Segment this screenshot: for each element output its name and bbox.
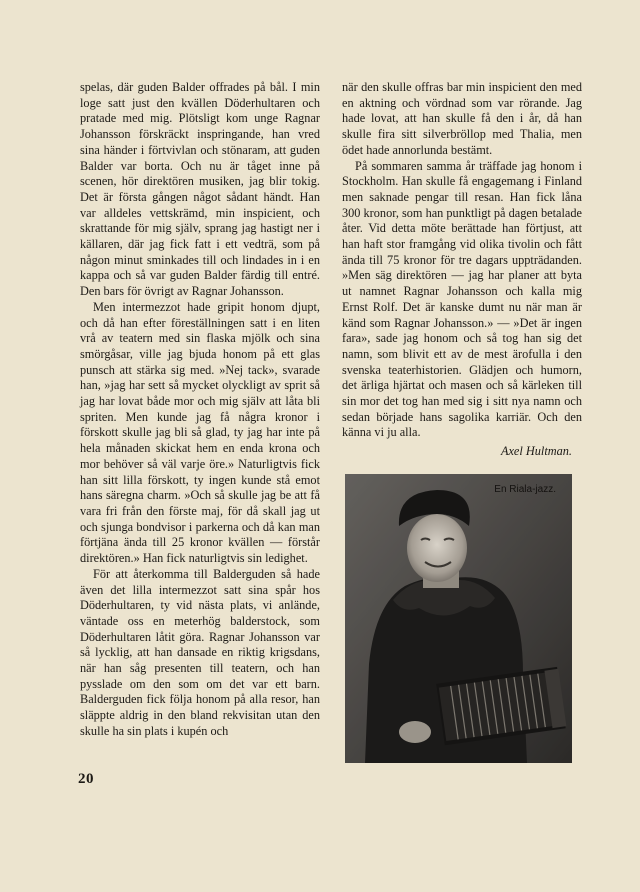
author-signature: Axel Hultman.: [500, 444, 572, 459]
paragraph: spelas, där guden Balder offrades på bål. I min loge satt just den kvällen Döderhultaren och pratade med mig. Plötsligt kom unge Ragnar Johansson förskräckt inspringande, han vred sina händer i förtvivlan och stönaram, att guden Balder var borta. Och nu är tåget inne på scenen, hör direktören musiken, jag blir tokig. Det är första gången något sådant händt. Han var alldeles vettskrämd, min inspicient, och skrattande för mig själv, sprang jag hastigt ner i källaren, där jag fick fatt i ett vedträ, som på någon minut sminkades till och lindades in i en kappa och så var guden Balder färdig till entré. Den bars för övrigt av Ragnar Johansson.: [80, 80, 320, 299]
paragraph: när den skulle offras bar min inspicient den med en aktning och vördnad som var rörande. Jag hade lovat, att han skulle få den i år, då han skulle fira sitt silverbröllop med Thalia, men ödet hade annorlunda bestämt.: [342, 80, 582, 157]
page-number: 20: [78, 771, 94, 787]
paragraph: På sommaren samma år träffade jag honom i Stockholm. Han skulle få engagemang i Finland men saknade pengar till resan. Han fick låna 300 kronor, som han punktligt på dagen betalade åter. Vid detta möte berättade han förtjust, att han haft stor framgång vid olika tivolin och fått ända till 75 kronor för tre dagars uppträdanden. »Men säg direktören — jag har planer att byta ut namnet Ragnar Johansson och kalla mig Ernst Rolf. Det är kanske dumt nu när man är känd som Ragnar Johansson.» — »Det är ingen fara», sade jag honom och så tog han sig det namn, som blivit ett av de mest ärofulla i den svenska teaterhistorien. Glädjen och humorn, det ärliga hjärtat och masen och så kärleken till sin mor det tog han med sig i sitt nya namn och sedan började hans sagolika karriär. Och den känna vi ju alla.: [342, 158, 582, 440]
paragraph: Men intermezzot hade gripit honom djupt, och då han efter föreställningen satt i en liten vrå av teatern med sin flaska mjölk och sina smörgåsar, ville jag bjuda honom på ett glas punsch att stärka sig med. »Nej tack», svarade han, »jag har sett så mycket olyckligt av sprit så jag har lovat både mor och mig själv att låta bli spriten. Men kunde jag få några kronor i förskott skulle jag bli så glad, ty jag har inte på hela månaden skickat hem en enda krona och mor behöver så väl varje öre.» Naturligtvis fick han sitt lilla förskott, ty ingen kunde stå emot hans säregna charm. »Och så skulle jag be att få vara fri från den förste maj, för då skall jag ut och sjunga bondvisor i parkerna och då kan man förtjäna ända till 25 kronor kvällen — förstår direktören.» Han fick naturligtvis sin ledighet.: [80, 299, 320, 566]
photo-illustration: [345, 474, 572, 763]
right-text-column: [342, 80, 582, 460]
left-text-column: [80, 80, 320, 740]
accordion-player-photo: [345, 474, 572, 763]
photo-caption: En Riala-jazz.: [494, 484, 556, 495]
paragraph: För att återkomma till Balderguden så hade även det lilla intermezzot satt sina spår hos Döderhultaren, ty vid nästa plats, vi anlände, väntade oss en meterhög balderstock, som Döderhultaren låtit göra. Ragnar Johansson var så lycklig, att han dansade en riktig krigsdans, när han såg presenten till teatern, och han pysslade om den som om det var ett barn. Balderguden fick följa honom på alla resor, han släppte aldrig in den bland rekvisitan utan den skulle ha sin plats i kupén och: [80, 566, 320, 738]
